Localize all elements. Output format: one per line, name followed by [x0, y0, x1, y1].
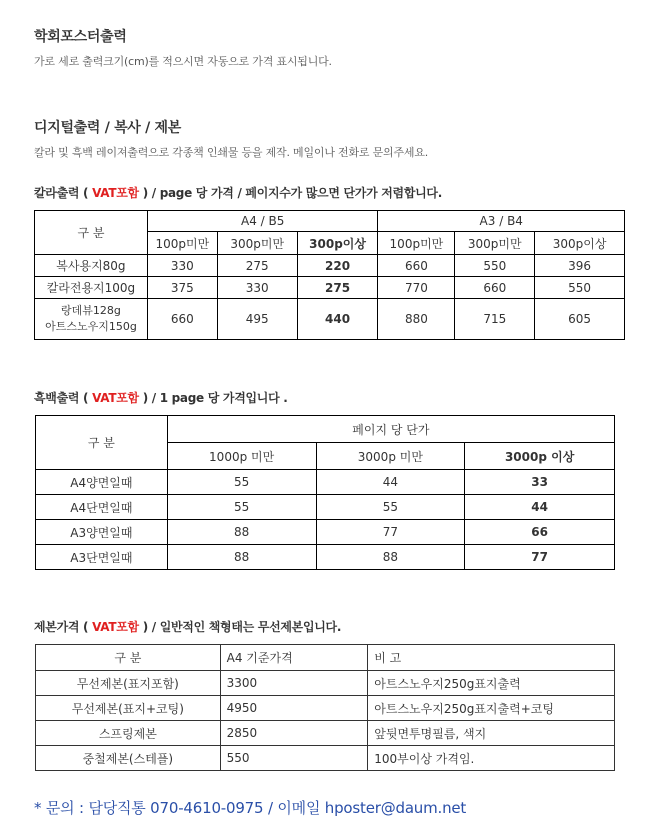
- color-heading: 칼라출력 ( VAT포함 ) / page 당 가격 / 페이지수가 많으면 단가가 저렴합니다.: [34, 186, 442, 200]
- color-tier: 100p미만: [147, 232, 217, 255]
- table-row: [36, 470, 615, 495]
- note-cell: 앞뒷면투명필름, 색지: [368, 721, 615, 746]
- binding-price-table: [35, 644, 615, 771]
- price-cell: 275: [217, 255, 297, 277]
- price-cell: 880: [378, 299, 455, 340]
- bw-price-table: [35, 415, 615, 570]
- vat-label: VAT포함: [92, 186, 139, 200]
- price-cell: 396: [535, 255, 625, 277]
- price-cell: 550: [535, 277, 625, 299]
- color-col-category: 구 분: [35, 211, 148, 255]
- price-cell: 3300: [220, 671, 368, 696]
- price-cell: 77: [465, 545, 615, 570]
- color-group-a3: A3 / B4: [378, 211, 625, 232]
- color-price-table: [34, 210, 625, 340]
- color-tier: 300p이상: [297, 232, 378, 255]
- table-row: [36, 721, 615, 746]
- price-cell: 550: [220, 746, 368, 771]
- contact-info: * 문의 : 담당직통 070-4610-0975 / 이메일 hposter@daum.net: [34, 799, 467, 817]
- price-cell: 605: [535, 299, 625, 340]
- table-row: [36, 495, 615, 520]
- price-cell: 88: [316, 545, 465, 570]
- row-name: 복사용지80g: [35, 255, 148, 277]
- row-name: 중철제본(스테플): [36, 746, 221, 771]
- row-name: A3단면일때: [36, 545, 168, 570]
- price-cell: 66: [465, 520, 615, 545]
- bw-tier: 1000p 미만: [167, 443, 316, 470]
- table-row: [35, 277, 625, 299]
- vat-label: VAT포함: [92, 620, 139, 634]
- row-name: 랑데뷰128g 아트스노우지150g: [35, 299, 148, 340]
- row-name: 칼라전용지100g: [35, 277, 148, 299]
- price-cell: 88: [167, 545, 316, 570]
- color-tier: 100p미만: [378, 232, 455, 255]
- digital-title: 디지털출력 / 복사 / 제본: [34, 120, 181, 136]
- binding-col-category: 구 분: [36, 645, 221, 671]
- table-row: [36, 746, 615, 771]
- bw-tier: 3000p 이상: [465, 443, 615, 470]
- table-row: [36, 671, 615, 696]
- table-row: [36, 520, 615, 545]
- price-cell: 55: [167, 495, 316, 520]
- table-row: [35, 299, 625, 340]
- vat-label: VAT포함: [92, 391, 139, 405]
- row-name: A4양면일때: [36, 470, 168, 495]
- price-cell: 33: [465, 470, 615, 495]
- row-name: 스프링제본: [36, 721, 221, 746]
- table-row: [35, 255, 625, 277]
- price-cell: 2850: [220, 721, 368, 746]
- price-cell: 660: [455, 277, 535, 299]
- note-cell: 100부이상 가격임.: [368, 746, 615, 771]
- digital-subtitle: 칼라 및 흑백 레이져출력으로 각종책 인쇄물 등을 제작. 메일이나 전화로 문의주세요.: [34, 146, 429, 159]
- price-cell: 275: [297, 277, 378, 299]
- poster-title: 학회포스터출력: [34, 29, 127, 45]
- price-cell: 440: [297, 299, 378, 340]
- binding-heading: 제본가격 ( VAT포함 ) / 일반적인 책형태는 무선제본입니다.: [34, 620, 342, 634]
- price-cell: 77: [316, 520, 465, 545]
- price-cell: 220: [297, 255, 378, 277]
- price-cell: 770: [378, 277, 455, 299]
- table-row: [36, 545, 615, 570]
- price-cell: 330: [217, 277, 297, 299]
- color-tier: 300p미만: [455, 232, 535, 255]
- bw-col-category: 구 분: [36, 416, 168, 470]
- price-cell: 44: [465, 495, 615, 520]
- price-cell: 88: [167, 520, 316, 545]
- binding-col-price: A4 기준가격: [220, 645, 368, 671]
- row-name: A3양면일때: [36, 520, 168, 545]
- row-name: A4단면일때: [36, 495, 168, 520]
- bw-tier: 3000p 미만: [316, 443, 465, 470]
- price-cell: 660: [378, 255, 455, 277]
- price-cell: 4950: [220, 696, 368, 721]
- row-name: 무선제본(표지포함): [36, 671, 221, 696]
- bw-heading: 흑백출력 ( VAT포함 ) / 1 page 당 가격입니다 .: [34, 391, 288, 405]
- price-cell: 330: [147, 255, 217, 277]
- color-tier: 300p미만: [217, 232, 297, 255]
- price-cell: 495: [217, 299, 297, 340]
- note-cell: 아트스노우지250g표지출력+코팅: [368, 696, 615, 721]
- color-tier: 300p이상: [535, 232, 625, 255]
- price-cell: 55: [167, 470, 316, 495]
- price-cell: 660: [147, 299, 217, 340]
- note-cell: 아트스노우지250g표지출력: [368, 671, 615, 696]
- row-name: 무선제본(표지+코팅): [36, 696, 221, 721]
- price-cell: 715: [455, 299, 535, 340]
- poster-subtitle: 가로 세로 출력크기(cm)를 적으시면 자동으로 가격 표시됩니다.: [34, 55, 332, 68]
- price-cell: 44: [316, 470, 465, 495]
- bw-group: 페이지 당 단가: [167, 416, 614, 443]
- table-row: [36, 696, 615, 721]
- binding-col-note: 비 고: [368, 645, 615, 671]
- price-cell: 375: [147, 277, 217, 299]
- color-group-a4: A4 / B5: [147, 211, 378, 232]
- price-cell: 550: [455, 255, 535, 277]
- price-cell: 55: [316, 495, 465, 520]
